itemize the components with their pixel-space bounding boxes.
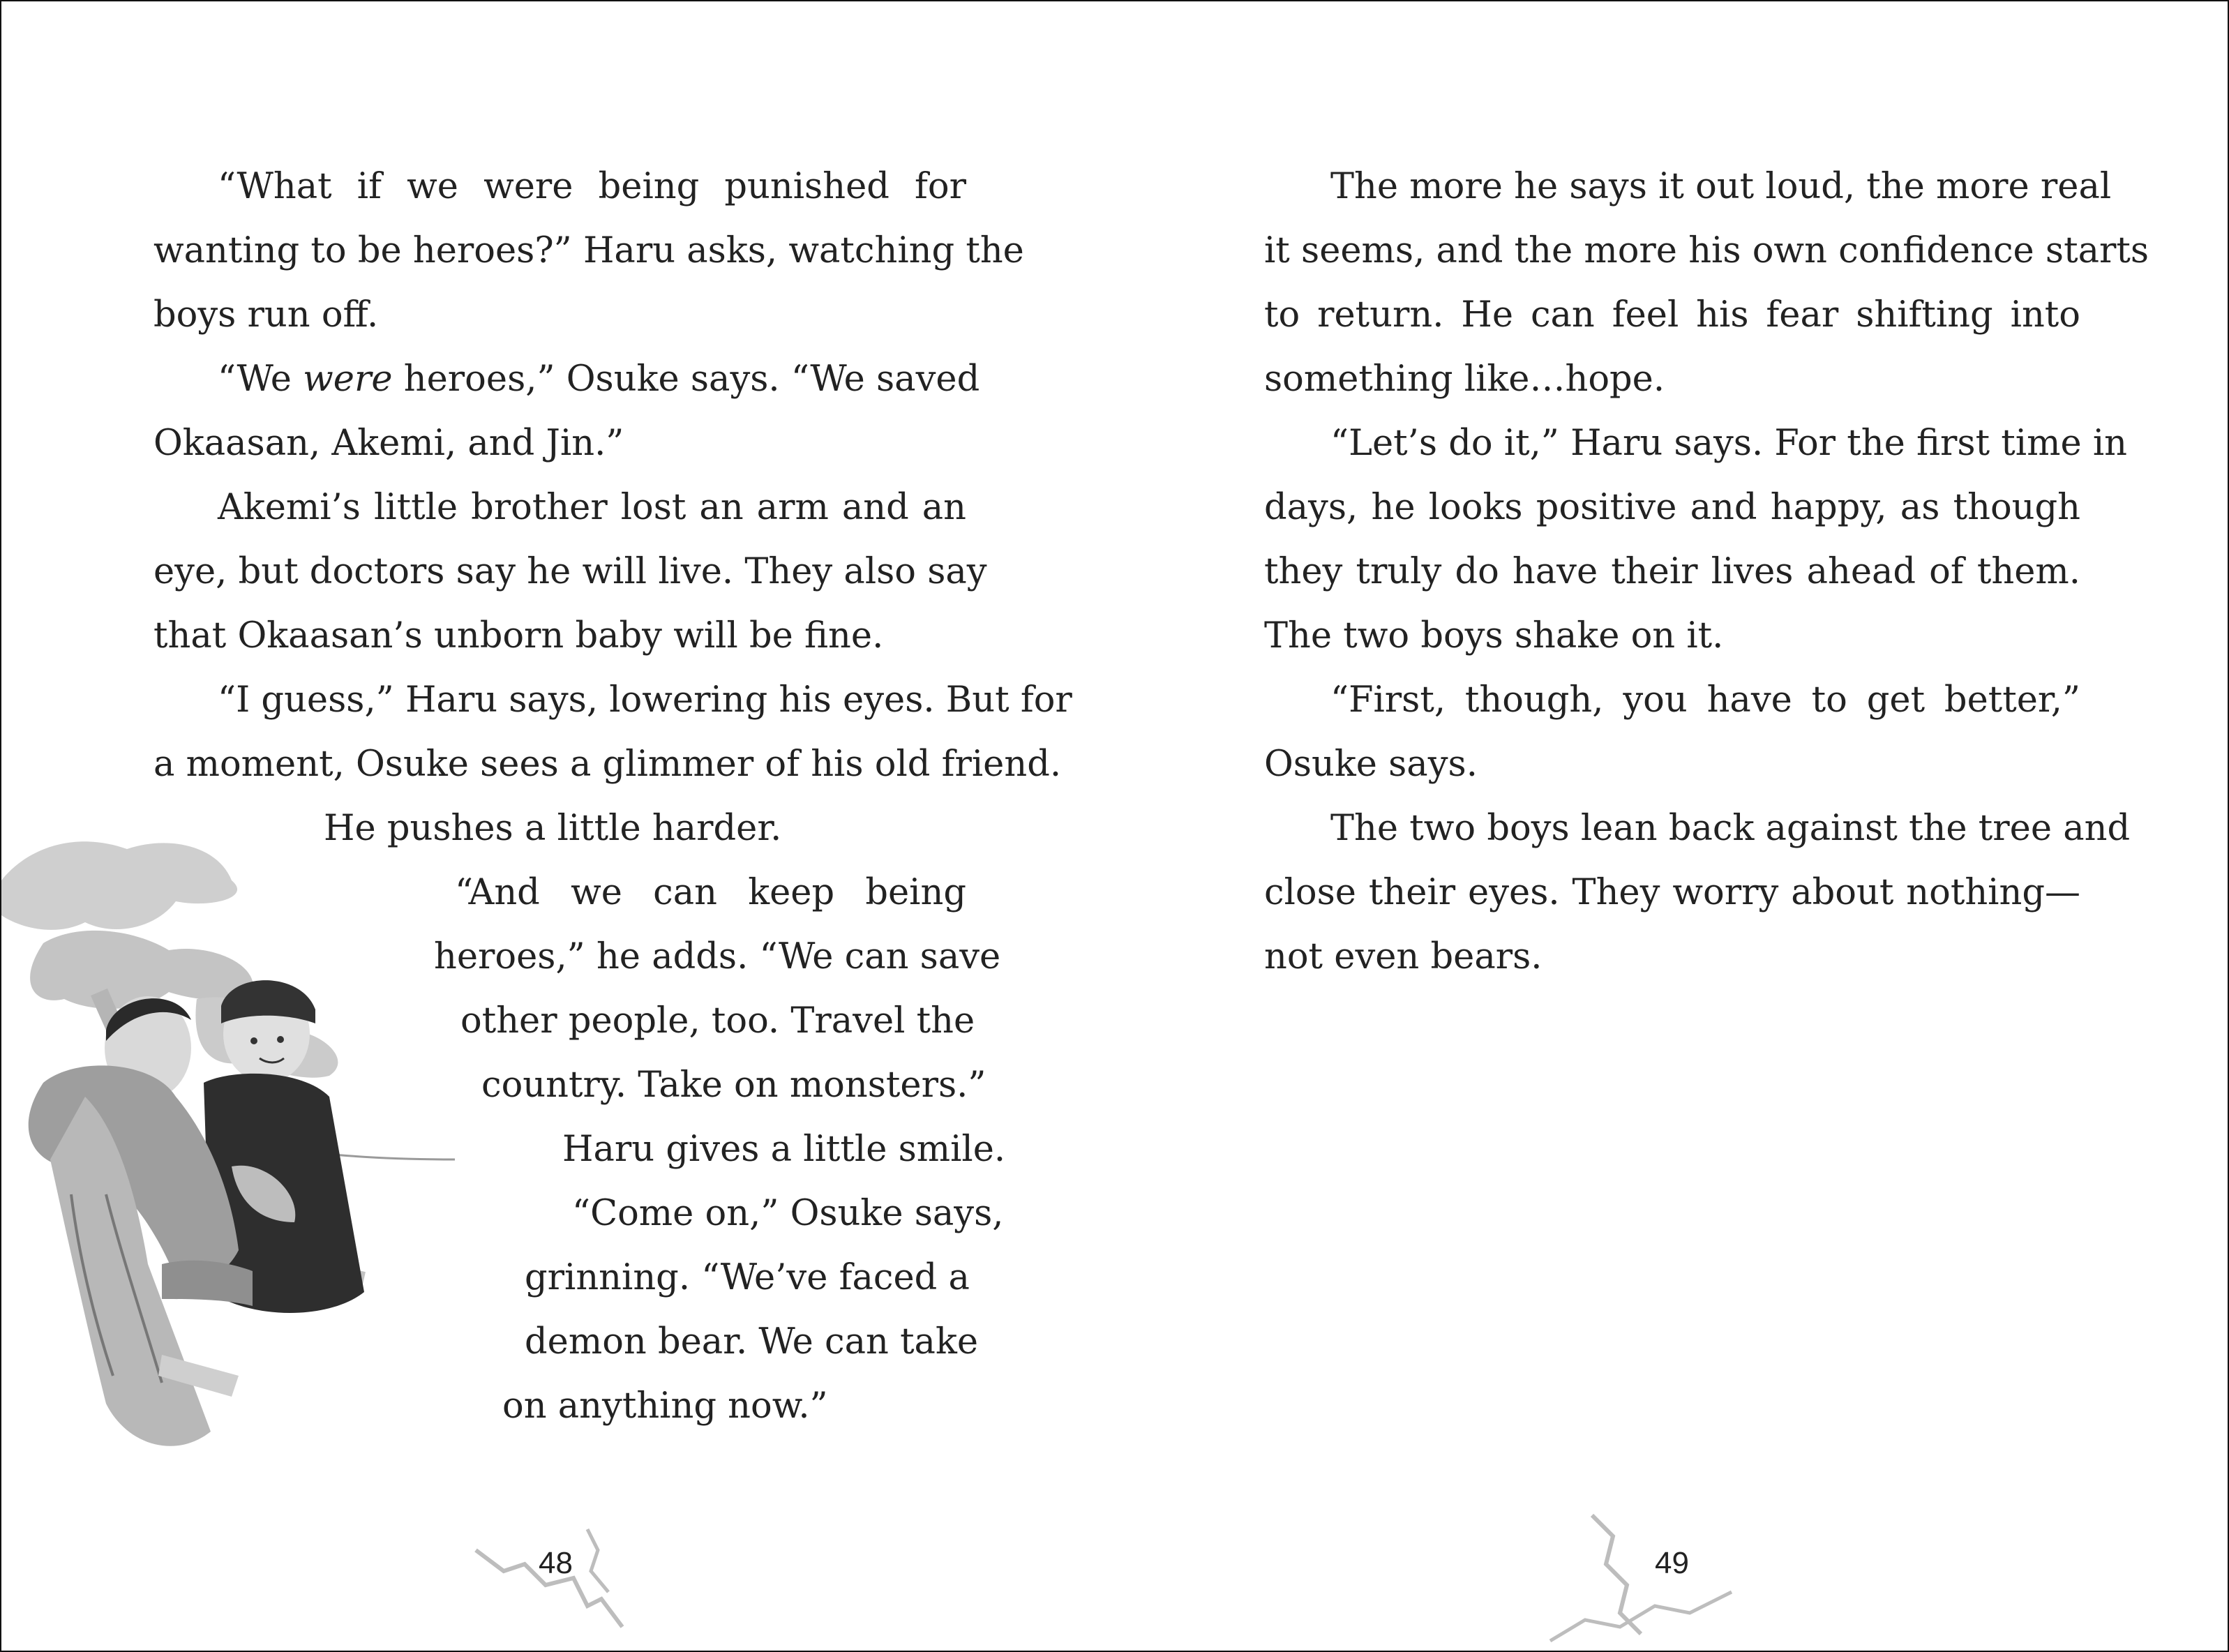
text-line (218, 347, 980, 412)
text-line: grinning. “We’ve faced a (525, 1257, 970, 1298)
text-line: they truly do have their lives ahead of them. (1264, 551, 2080, 592)
text-line: that Okaasan’s unborn baby will be fine. (153, 615, 884, 656)
text-line: The more he says it out loud, the more real (1330, 166, 2112, 207)
boy-carrying-friend-illustration (1, 832, 490, 1501)
text-line: Osuke says. (1264, 744, 1478, 785)
text-line: “Come on,” Osuke says, (572, 1193, 1004, 1234)
text-line: not even bears. (1264, 936, 1543, 977)
page-number-left: 48 (539, 1546, 573, 1580)
text-line: country. Take on monsters.” (481, 1065, 986, 1106)
text-line: The two boys lean back against the tree and (1330, 808, 2131, 849)
emphasis-text: were (303, 359, 393, 400)
text-line: it seems, and the more his own confidence starts (1264, 230, 2149, 271)
text-line: heroes,” he adds. “We can save (434, 936, 1001, 977)
text-line: close their eyes. They worry about nothing— (1264, 872, 2080, 913)
text-line: Akemi’s little brother lost an arm and an (218, 487, 966, 528)
text-line: something like…hope. (1264, 359, 1665, 400)
text-line: days, he looks positive and happy, as though (1264, 487, 2080, 528)
text-segment: heroes,” Osuke says. “We saved (392, 359, 980, 400)
text-line: on anything now.” (502, 1386, 828, 1427)
text-line: “What if we were being punished for (218, 166, 966, 207)
text-line: demon bear. We can take (525, 1321, 979, 1362)
text-line: other people, too. Travel the (460, 1000, 975, 1042)
text-segment: “We (218, 359, 303, 400)
text-line: to return. He can feel his fear shifting into (1264, 294, 2080, 336)
text-line: Haru gives a little smile. (562, 1129, 1006, 1170)
crack-ornament (1536, 1501, 1759, 1648)
text-line: boys run off. (153, 294, 379, 336)
text-line: “And we can keep being (455, 872, 966, 913)
text-line: “Let’s do it,” Haru says. For the first time in (1330, 423, 2127, 464)
text-line: Okaasan, Akemi, and Jin.” (153, 423, 624, 464)
page-number-right: 49 (1655, 1546, 1689, 1580)
text-line: eye, but doctors say he will live. They also say (153, 551, 987, 592)
text-line: “First, though, you have to get better,” (1330, 679, 2080, 721)
text-line: The two boys shake on it. (1264, 615, 1724, 656)
text-line: “I guess,” Haru says, lowering his eyes. But for (218, 679, 1072, 721)
text-line: a moment, Osuke sees a glimmer of his old friend. (153, 744, 1062, 785)
text-line: wanting to be heroes?” Haru asks, watching the (153, 230, 1024, 271)
text-line: He pushes a little harder. (324, 808, 782, 849)
